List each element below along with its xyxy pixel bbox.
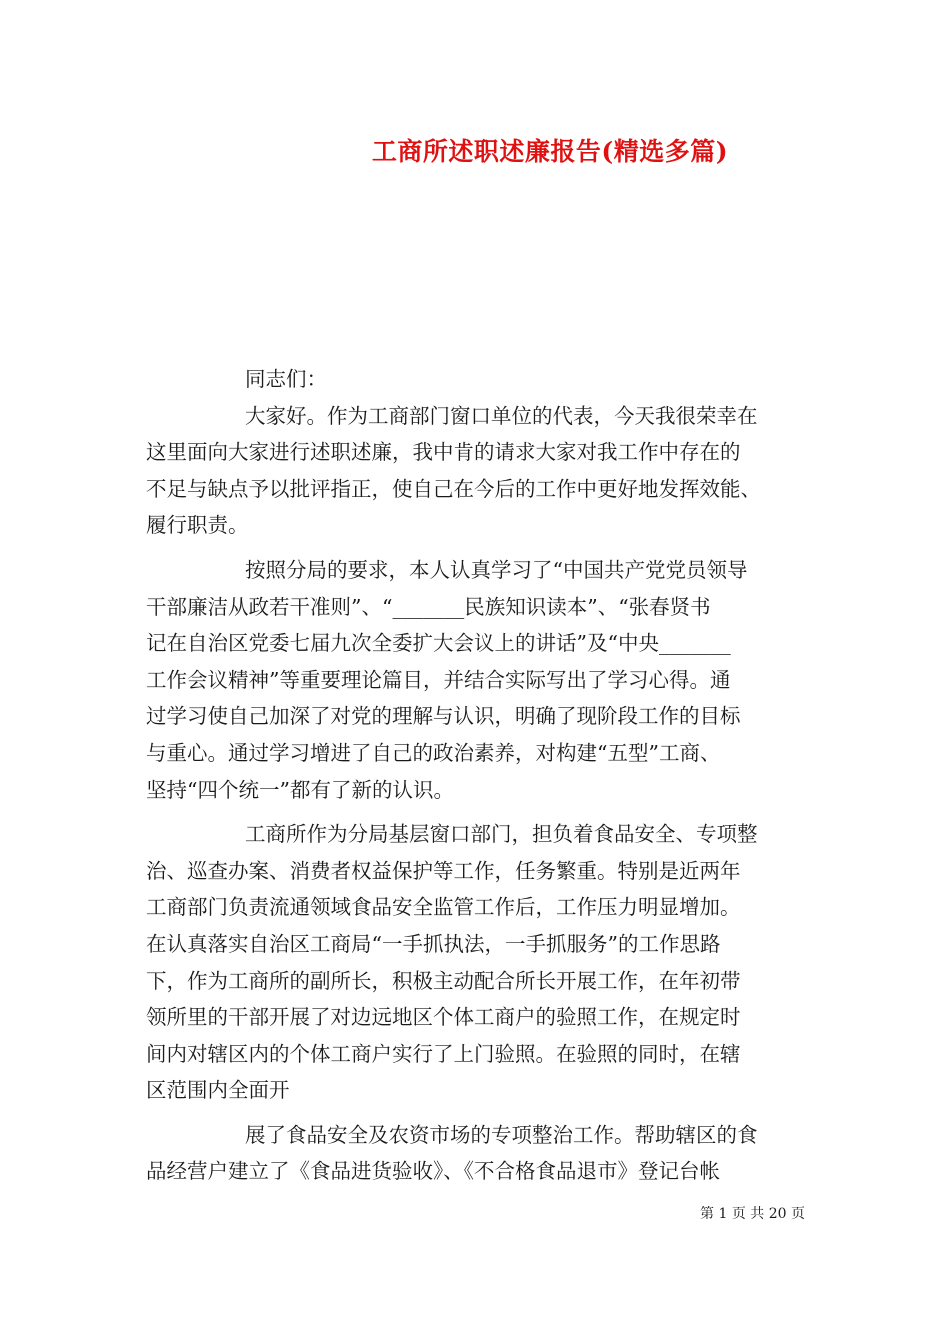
text-line: 干部廉洁从政若干准则”、“_______民族知识读本”、“张春贤书 xyxy=(146,594,711,619)
text-line: 区范围内全面开 xyxy=(146,1078,290,1103)
greeting: 同志们： xyxy=(245,367,327,391)
text-line: 不足与缺点予以批评指正，使自己在今后的工作中更好地发挥效能、 xyxy=(146,476,761,501)
text-line: 间内对辖区内的个体工商户实行了上门验照。在验照的同时，在辖 xyxy=(146,1041,741,1066)
text-line: 按照分局的要求，本人认真学习了“中国共产党党员领导 xyxy=(245,557,748,582)
paragraph-gap xyxy=(146,1109,806,1117)
text-line: 记在自治区党委七届九次全委扩大会议上的讲话”及“中央_______ xyxy=(146,631,731,656)
text-line: 这里面向大家进行述职述廉，我中肯的请求大家对我工作中存在的 xyxy=(146,440,741,465)
text-line: 工商所作为分局基层窗口部门，担负着食品安全、专项整 xyxy=(245,822,758,847)
paragraph-lines xyxy=(146,398,806,1190)
paragraph-gap xyxy=(146,544,806,552)
text-line: 展了食品安全及农资市场的专项整治工作。帮助辖区的食 xyxy=(245,1122,758,1147)
text-line: 大家好。作为工商部门窗口单位的代表，今天我很荣幸在 xyxy=(245,403,758,428)
text-line: 品经营户建立了《食品进货验收》、《不合格食品退市》登记台帐 xyxy=(146,1159,720,1184)
text-line: 履行职责。 xyxy=(146,513,249,538)
text-line: 领所里的干部开展了对边远地区个体工商户的验照工作，在规定时 xyxy=(146,1005,741,1030)
paragraph-gap xyxy=(146,808,806,816)
text-line: 治、巡查办案、消费者权益保护等工作，任务繁重。特别是近两年 xyxy=(146,858,741,883)
text-line: 下，作为工商所的副所长，积极主动配合所长开展工作，在年初带 xyxy=(146,968,741,993)
document-body xyxy=(146,361,806,1190)
text-line: 过学习使自己加深了对党的理解与认识，明确了现阶段工作的目标 xyxy=(146,704,741,729)
text-line: 坚持“四个统一”都有了新的认识。 xyxy=(146,777,454,802)
text-line: 工商部门负责流通领域食品安全监管工作后，工作压力明显增加。 xyxy=(146,895,741,920)
text-line: 工作会议精神”等重要理论篇目，并结合实际写出了学习心得。通 xyxy=(146,667,731,692)
text-line: 与重心。通过学习增进了自己的政治素养，对构建“五型”工商、 xyxy=(146,740,721,765)
page-number: 第 1 页 共 20 页 xyxy=(700,1206,805,1222)
text-line: 在认真落实自治区工商局“一手抓执法，一手抓服务”的工作思路 xyxy=(146,931,721,956)
document-title: 工商所述职述廉报告(精选多篇) xyxy=(371,137,729,166)
